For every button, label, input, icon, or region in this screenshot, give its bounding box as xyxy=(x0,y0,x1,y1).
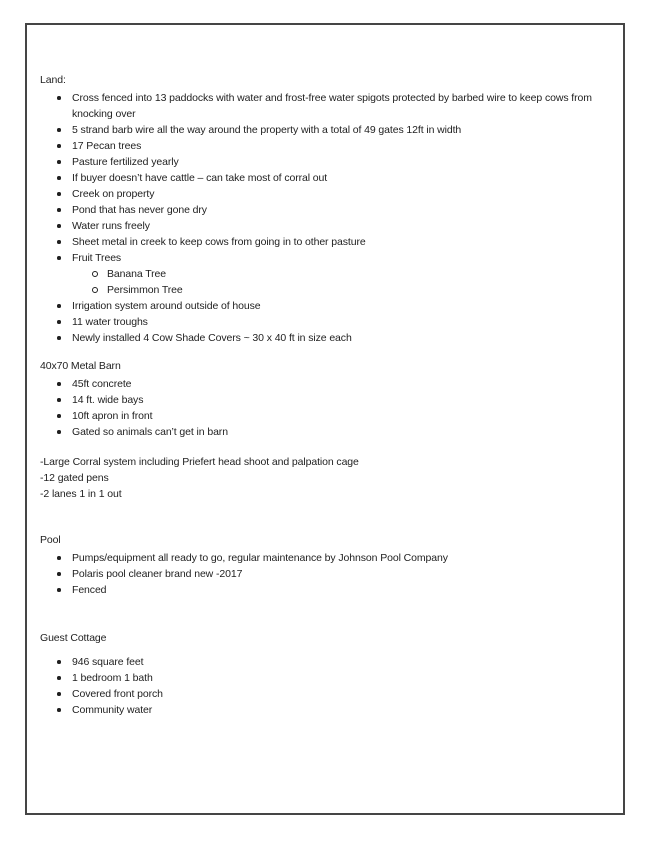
list-item-text: Irrigation system around outside of house xyxy=(72,300,261,312)
list-item-text: 11 water troughs xyxy=(72,316,148,328)
bullet-icon xyxy=(56,670,72,686)
list-item-text: Cross fenced into 13 paddocks with water and frost-free water spigots protected by barbed wire to keep cows from knocking over xyxy=(72,92,592,120)
list-item-text: Fruit Trees xyxy=(72,252,122,264)
bullet-list xyxy=(40,654,611,718)
list-item-text: Sheet metal in creek to keep cows from going in to other pasture xyxy=(72,236,366,248)
list-item xyxy=(40,298,611,314)
list-item-text: 45ft concrete xyxy=(72,378,132,390)
list-item xyxy=(40,314,611,330)
bullet-icon xyxy=(56,330,72,346)
bullet-icon xyxy=(56,376,72,392)
list-item xyxy=(40,702,611,718)
list-item-text: Persimmon Tree xyxy=(107,284,183,296)
sections xyxy=(40,72,611,718)
bullet-icon xyxy=(56,424,72,440)
list-item xyxy=(40,376,611,392)
list-item-text: 1 bedroom 1 bath xyxy=(72,672,153,684)
list-item xyxy=(40,330,611,346)
section xyxy=(40,630,611,718)
list-item-text: 946 square feet xyxy=(72,656,144,668)
bullet-icon xyxy=(56,122,72,138)
document-page xyxy=(25,23,625,815)
section xyxy=(40,358,611,440)
bullet-icon xyxy=(56,170,72,186)
list-item xyxy=(40,218,611,234)
list-item xyxy=(40,202,611,218)
bullet-icon xyxy=(56,408,72,424)
bullet-list xyxy=(40,550,611,598)
section xyxy=(40,532,611,598)
list-item-text: Water runs freely xyxy=(72,220,150,232)
list-item xyxy=(40,282,611,298)
list-item-text: 5 strand barb wire all the way around the property with a total of 49 gates 12ft in width xyxy=(72,124,462,136)
section xyxy=(40,72,611,346)
list-item xyxy=(40,670,611,686)
list-item xyxy=(40,550,611,566)
bullet-icon xyxy=(56,702,72,718)
list-item xyxy=(40,566,611,582)
list-item xyxy=(40,654,611,670)
paragraph-line: -12 gated pens xyxy=(40,472,109,484)
bullet-icon xyxy=(56,138,72,154)
list-item-text: Gated so animals can’t get in barn xyxy=(72,426,228,438)
section-heading: 40x70 Metal Barn xyxy=(40,360,121,372)
bullet-icon xyxy=(56,392,72,408)
bullet-icon xyxy=(56,234,72,250)
list-item-text: Polaris pool cleaner brand new -2017 xyxy=(72,568,243,580)
list-item xyxy=(40,170,611,186)
list-item xyxy=(40,392,611,408)
list-item-text: If buyer doesn’t have cattle – can take most of corral out xyxy=(72,172,328,184)
bullet-icon xyxy=(56,654,72,670)
circle-bullet-icon xyxy=(92,282,107,298)
paragraph-line: -Large Corral system including Priefert head shoot and palpation cage xyxy=(40,456,359,468)
list-item xyxy=(40,154,611,170)
bullet-list xyxy=(40,376,611,440)
circle-bullet-icon xyxy=(92,266,107,282)
bullet-icon xyxy=(56,202,72,218)
list-item xyxy=(40,424,611,440)
list-item-text: Creek on property xyxy=(72,188,155,200)
bullet-icon xyxy=(56,90,72,122)
list-item xyxy=(40,138,611,154)
bullet-icon xyxy=(56,154,72,170)
list-item-text: Covered front porch xyxy=(72,688,163,700)
bullet-icon xyxy=(56,186,72,202)
bullet-icon xyxy=(56,218,72,234)
list-item xyxy=(40,266,611,282)
list-item-text: 17 Pecan trees xyxy=(72,140,142,152)
section xyxy=(40,454,611,502)
list-item xyxy=(40,582,611,598)
list-item xyxy=(40,686,611,702)
bullet-list xyxy=(40,90,611,346)
section-heading: Land: xyxy=(40,74,66,86)
list-item xyxy=(40,186,611,202)
section-heading: Guest Cottage xyxy=(40,632,107,644)
list-item-text: Community water xyxy=(72,704,153,716)
list-item xyxy=(40,90,611,122)
list-item-text: Pumps/equipment all ready to go, regular maintenance by Johnson Pool Company xyxy=(72,552,448,564)
list-item-text: Banana Tree xyxy=(107,268,167,280)
list-item-text: 10ft apron in front xyxy=(72,410,153,422)
list-item-text: Pond that has never gone dry xyxy=(72,204,207,216)
bullet-icon xyxy=(56,566,72,582)
bullet-icon xyxy=(56,314,72,330)
list-item-text: 14 ft. wide bays xyxy=(72,394,144,406)
list-item-text: Newly installed 4 Cow Shade Covers ~ 30 x 40 ft in size each xyxy=(72,332,352,344)
bullet-icon xyxy=(56,250,72,266)
list-item-text: Pasture fertilized yearly xyxy=(72,156,179,168)
bullet-icon xyxy=(56,298,72,314)
list-item xyxy=(40,408,611,424)
bullet-icon xyxy=(56,550,72,566)
list-item xyxy=(40,122,611,138)
bullet-icon xyxy=(56,686,72,702)
list-item xyxy=(40,250,611,266)
list-item-text: Fenced xyxy=(72,584,107,596)
section-heading: Pool xyxy=(40,534,61,546)
paragraph-line: -2 lanes 1 in 1 out xyxy=(40,488,122,500)
list-item xyxy=(40,234,611,250)
bullet-icon xyxy=(56,582,72,598)
